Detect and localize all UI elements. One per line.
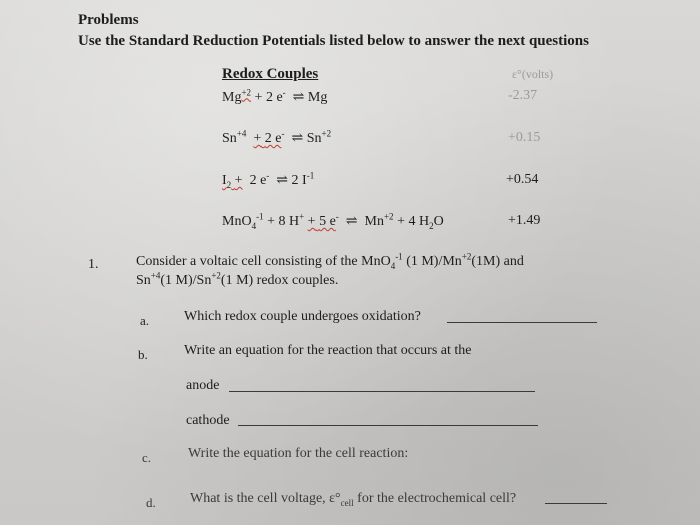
potential-value-sn: +0.15 <box>508 130 541 145</box>
potential-value-permanganate: +1.49 <box>508 213 541 228</box>
part-c-label: c. <box>142 450 152 465</box>
cathode-label: cathode <box>186 413 230 428</box>
cathode-answer-line[interactable] <box>238 425 538 426</box>
anode-answer-line[interactable] <box>229 391 535 392</box>
potential-value-mg: -2.37 <box>508 88 538 103</box>
part-c-text: Write the equation for the cell reaction: <box>188 446 409 461</box>
redox-couples-header: Redox Couples <box>222 66 319 82</box>
page-title: Problems <box>78 12 139 28</box>
part-a-text: Which redox couple undergoes oxidation? <box>184 309 421 324</box>
redox-equation-sn: $Sn^{+4} + 2$ e- ⇌ $Sn^{+2}$ <box>222 128 332 146</box>
question-line-1: Consider a voltaic cell consisting of the MnO$_4^{-1}$ (1 $M)/Mn^{+2}(1M)$ and <box>136 251 524 271</box>
part-d-answer-line[interactable] <box>545 503 607 504</box>
question-line-2: $Sn^{+4}(1$ $M)/Sn^{+2}(1$ M) redox couples. <box>136 270 339 288</box>
question-number: 1. <box>88 257 99 272</box>
part-a-answer-line[interactable] <box>447 322 597 323</box>
potential-header: ε°(volts) <box>512 67 554 81</box>
part-d-label: d. <box>146 495 156 510</box>
part-b-text: Write an equation for the reaction that occurs at the <box>184 343 472 358</box>
redox-equation-iodine: $I_2 + 2$ e- ⇌ 2 $I^{-1}$ <box>222 170 315 190</box>
redox-equation-permanganate: MnO$_4^{-1}$ + 8 H+ + 5 e- ⇌ $Mn^{+2} + 4$ $H_2O$ <box>222 211 444 231</box>
redox-equation-mg: $Mg^{+2} + 2$ e- ⇌ Mg <box>222 87 328 105</box>
part-a-label: a. <box>140 313 150 328</box>
page-subtitle: Use the Standard Reduction Potentials listed below to answer the next questions <box>78 33 589 49</box>
anode-label: anode <box>186 378 220 393</box>
part-b-label: b. <box>138 347 148 362</box>
part-d-text: What is the cell voltage, $\varepsilon^\circ_{cell}$ for the electrochemical cell? <box>190 491 517 508</box>
potential-value-iodine: +0.54 <box>506 172 539 187</box>
